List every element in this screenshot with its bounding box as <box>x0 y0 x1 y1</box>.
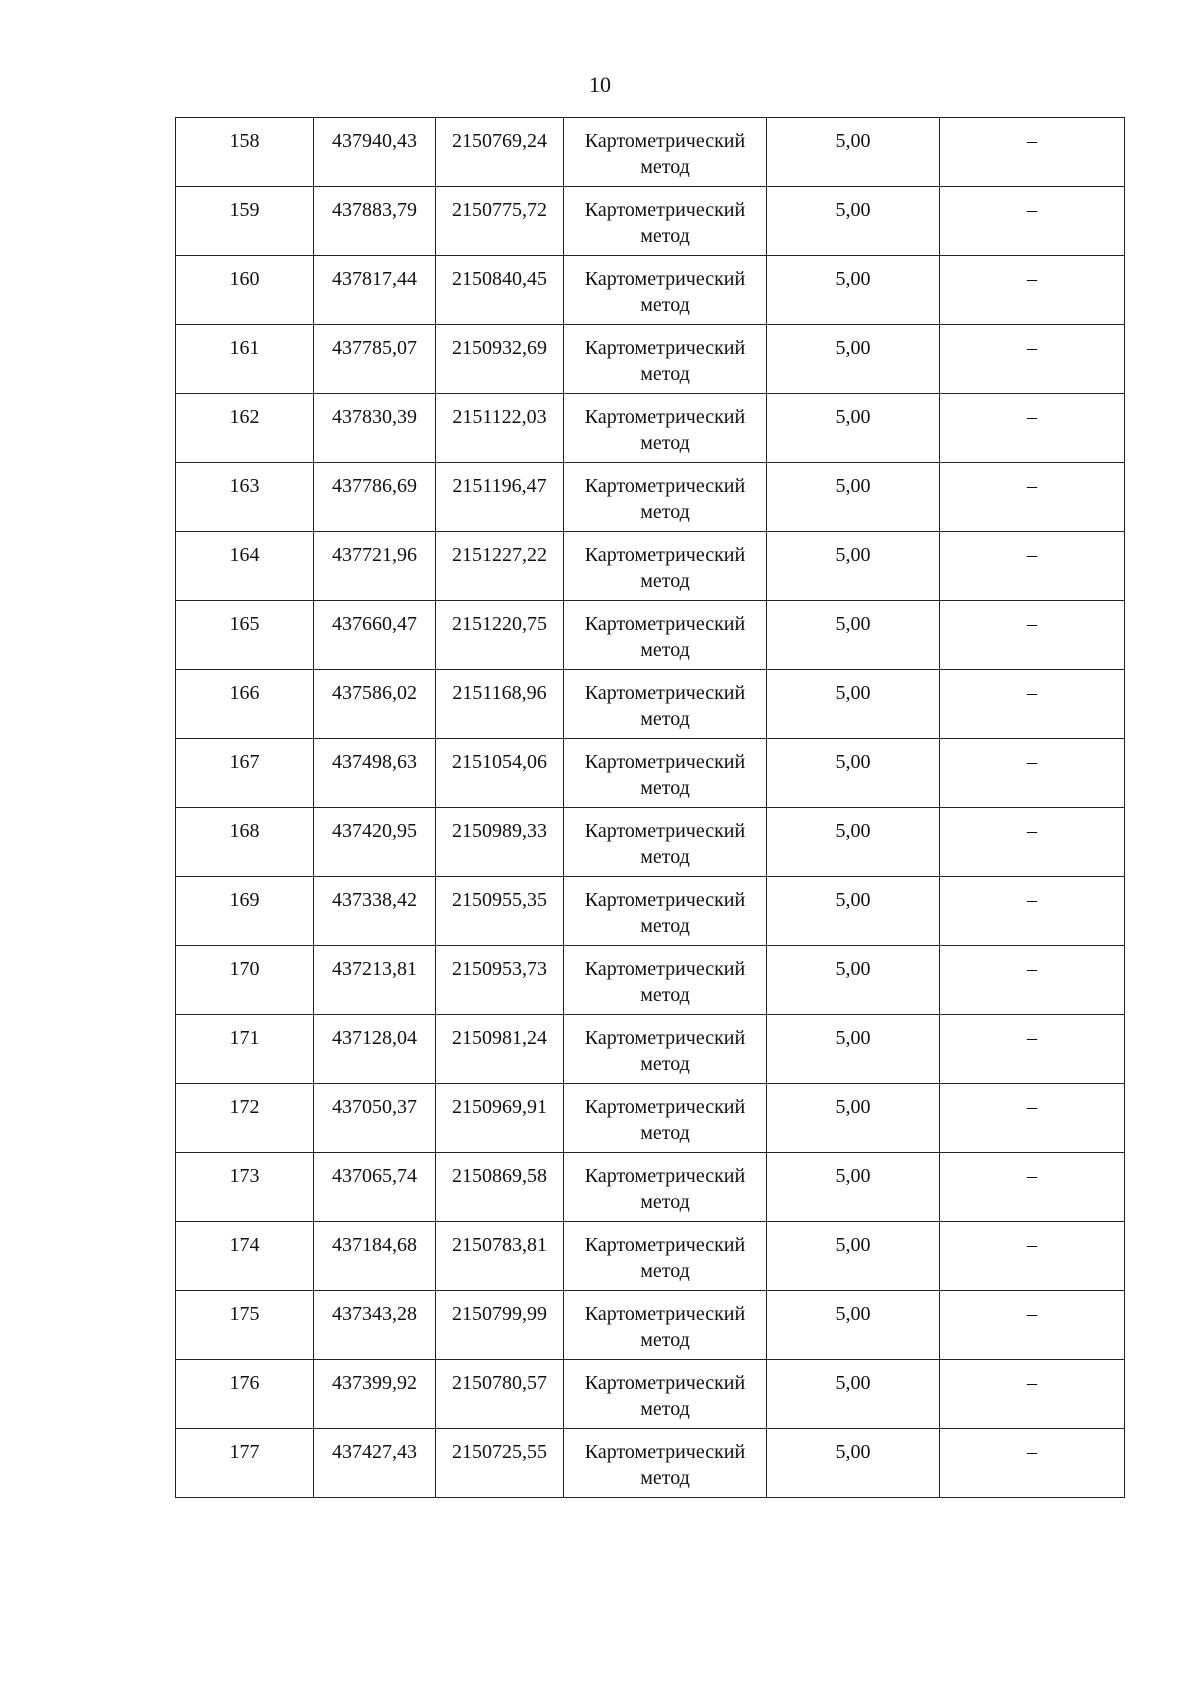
method-cell: Картометрический метод <box>564 394 767 463</box>
method-cell: Картометрический метод <box>564 1360 767 1429</box>
method-cell: Картометрический метод <box>564 808 767 877</box>
y-coordinate-cell: 2151054,06 <box>436 739 564 808</box>
accuracy-cell: 5,00 <box>767 118 940 187</box>
accuracy-cell: 5,00 <box>767 1084 940 1153</box>
point-number-cell: 177 <box>176 1429 314 1498</box>
y-coordinate-cell: 2150989,33 <box>436 808 564 877</box>
x-coordinate-cell: 437660,47 <box>314 601 436 670</box>
table-row <box>176 601 1125 670</box>
accuracy-cell: 5,00 <box>767 394 940 463</box>
table-row <box>176 1291 1125 1360</box>
method-cell: Картометрический метод <box>564 1222 767 1291</box>
table-row <box>176 946 1125 1015</box>
description-cell: – <box>940 1084 1125 1153</box>
y-coordinate-cell: 2150840,45 <box>436 256 564 325</box>
accuracy-cell: 5,00 <box>767 463 940 532</box>
x-coordinate-cell: 437427,43 <box>314 1429 436 1498</box>
y-coordinate-cell: 2150981,24 <box>436 1015 564 1084</box>
method-cell: Картометрический метод <box>564 739 767 808</box>
table-row <box>176 1015 1125 1084</box>
table-row <box>176 394 1125 463</box>
method-cell: Картометрический метод <box>564 463 767 532</box>
accuracy-cell: 5,00 <box>767 1222 940 1291</box>
y-coordinate-cell: 2151220,75 <box>436 601 564 670</box>
table-row <box>176 877 1125 946</box>
description-cell: – <box>940 1015 1125 1084</box>
x-coordinate-cell: 437399,92 <box>314 1360 436 1429</box>
x-coordinate-cell: 437940,43 <box>314 118 436 187</box>
table-row <box>176 808 1125 877</box>
accuracy-cell: 5,00 <box>767 1291 940 1360</box>
table-row <box>176 1084 1125 1153</box>
point-number-cell: 165 <box>176 601 314 670</box>
description-cell: – <box>940 601 1125 670</box>
x-coordinate-cell: 437213,81 <box>314 946 436 1015</box>
point-number-cell: 167 <box>176 739 314 808</box>
x-coordinate-cell: 437883,79 <box>314 187 436 256</box>
description-cell: – <box>940 1291 1125 1360</box>
point-number-cell: 160 <box>176 256 314 325</box>
accuracy-cell: 5,00 <box>767 601 940 670</box>
x-coordinate-cell: 437830,39 <box>314 394 436 463</box>
point-number-cell: 170 <box>176 946 314 1015</box>
y-coordinate-cell: 2151196,47 <box>436 463 564 532</box>
point-number-cell: 176 <box>176 1360 314 1429</box>
accuracy-cell: 5,00 <box>767 877 940 946</box>
point-number-cell: 163 <box>176 463 314 532</box>
accuracy-cell: 5,00 <box>767 670 940 739</box>
description-cell: – <box>940 1429 1125 1498</box>
accuracy-cell: 5,00 <box>767 187 940 256</box>
table-row <box>176 739 1125 808</box>
accuracy-cell: 5,00 <box>767 256 940 325</box>
accuracy-cell: 5,00 <box>767 1153 940 1222</box>
description-cell: – <box>940 463 1125 532</box>
table-row <box>176 325 1125 394</box>
y-coordinate-cell: 2150932,69 <box>436 325 564 394</box>
method-cell: Картометрический метод <box>564 1015 767 1084</box>
description-cell: – <box>940 808 1125 877</box>
point-number-cell: 173 <box>176 1153 314 1222</box>
coordinates-table-body <box>176 118 1125 1498</box>
point-number-cell: 158 <box>176 118 314 187</box>
accuracy-cell: 5,00 <box>767 532 940 601</box>
method-cell: Картометрический метод <box>564 670 767 739</box>
description-cell: – <box>940 739 1125 808</box>
description-cell: – <box>940 877 1125 946</box>
point-number-cell: 169 <box>176 877 314 946</box>
description-cell: – <box>940 394 1125 463</box>
method-cell: Картометрический метод <box>564 1153 767 1222</box>
description-cell: – <box>940 670 1125 739</box>
table-row <box>176 1429 1125 1498</box>
x-coordinate-cell: 437498,63 <box>314 739 436 808</box>
y-coordinate-cell: 2150725,55 <box>436 1429 564 1498</box>
y-coordinate-cell: 2150783,81 <box>436 1222 564 1291</box>
point-number-cell: 171 <box>176 1015 314 1084</box>
accuracy-cell: 5,00 <box>767 1360 940 1429</box>
method-cell: Картометрический метод <box>564 946 767 1015</box>
x-coordinate-cell: 437128,04 <box>314 1015 436 1084</box>
point-number-cell: 161 <box>176 325 314 394</box>
description-cell: – <box>940 1153 1125 1222</box>
description-cell: – <box>940 118 1125 187</box>
x-coordinate-cell: 437786,69 <box>314 463 436 532</box>
table-row <box>176 670 1125 739</box>
x-coordinate-cell: 437343,28 <box>314 1291 436 1360</box>
method-cell: Картометрический метод <box>564 256 767 325</box>
page-number: 10 <box>589 72 611 97</box>
method-cell: Картометрический метод <box>564 1291 767 1360</box>
point-number-cell: 172 <box>176 1084 314 1153</box>
x-coordinate-cell: 437420,95 <box>314 808 436 877</box>
table-row <box>176 1153 1125 1222</box>
method-cell: Картометрический метод <box>564 877 767 946</box>
y-coordinate-cell: 2150775,72 <box>436 187 564 256</box>
point-number-cell: 166 <box>176 670 314 739</box>
y-coordinate-cell: 2150780,57 <box>436 1360 564 1429</box>
point-number-cell: 162 <box>176 394 314 463</box>
method-cell: Картометрический метод <box>564 187 767 256</box>
method-cell: Картометрический метод <box>564 118 767 187</box>
y-coordinate-cell: 2151122,03 <box>436 394 564 463</box>
y-coordinate-cell: 2151227,22 <box>436 532 564 601</box>
x-coordinate-cell: 437050,37 <box>314 1084 436 1153</box>
x-coordinate-cell: 437184,68 <box>314 1222 436 1291</box>
x-coordinate-cell: 437586,02 <box>314 670 436 739</box>
table-row <box>176 532 1125 601</box>
point-number-cell: 175 <box>176 1291 314 1360</box>
description-cell: – <box>940 187 1125 256</box>
table-row <box>176 187 1125 256</box>
method-cell: Картометрический метод <box>564 601 767 670</box>
table-row <box>176 1222 1125 1291</box>
y-coordinate-cell: 2151168,96 <box>436 670 564 739</box>
method-cell: Картометрический метод <box>564 532 767 601</box>
x-coordinate-cell: 437817,44 <box>314 256 436 325</box>
description-cell: – <box>940 1360 1125 1429</box>
method-cell: Картометрический метод <box>564 325 767 394</box>
description-cell: – <box>940 532 1125 601</box>
table-row <box>176 463 1125 532</box>
method-cell: Картометрический метод <box>564 1084 767 1153</box>
table-row <box>176 256 1125 325</box>
accuracy-cell: 5,00 <box>767 1429 940 1498</box>
y-coordinate-cell: 2150869,58 <box>436 1153 564 1222</box>
accuracy-cell: 5,00 <box>767 808 940 877</box>
y-coordinate-cell: 2150953,73 <box>436 946 564 1015</box>
y-coordinate-cell: 2150769,24 <box>436 118 564 187</box>
x-coordinate-cell: 437785,07 <box>314 325 436 394</box>
accuracy-cell: 5,00 <box>767 1015 940 1084</box>
coordinates-table <box>175 117 1125 1498</box>
point-number-cell: 168 <box>176 808 314 877</box>
description-cell: – <box>940 256 1125 325</box>
accuracy-cell: 5,00 <box>767 739 940 808</box>
y-coordinate-cell: 2150799,99 <box>436 1291 564 1360</box>
x-coordinate-cell: 437721,96 <box>314 532 436 601</box>
description-cell: – <box>940 1222 1125 1291</box>
method-cell: Картометрический метод <box>564 1429 767 1498</box>
x-coordinate-cell: 437338,42 <box>314 877 436 946</box>
table-row <box>176 118 1125 187</box>
table-row <box>176 1360 1125 1429</box>
point-number-cell: 159 <box>176 187 314 256</box>
accuracy-cell: 5,00 <box>767 325 940 394</box>
point-number-cell: 164 <box>176 532 314 601</box>
y-coordinate-cell: 2150969,91 <box>436 1084 564 1153</box>
y-coordinate-cell: 2150955,35 <box>436 877 564 946</box>
x-coordinate-cell: 437065,74 <box>314 1153 436 1222</box>
description-cell: – <box>940 946 1125 1015</box>
accuracy-cell: 5,00 <box>767 946 940 1015</box>
point-number-cell: 174 <box>176 1222 314 1291</box>
description-cell: – <box>940 325 1125 394</box>
